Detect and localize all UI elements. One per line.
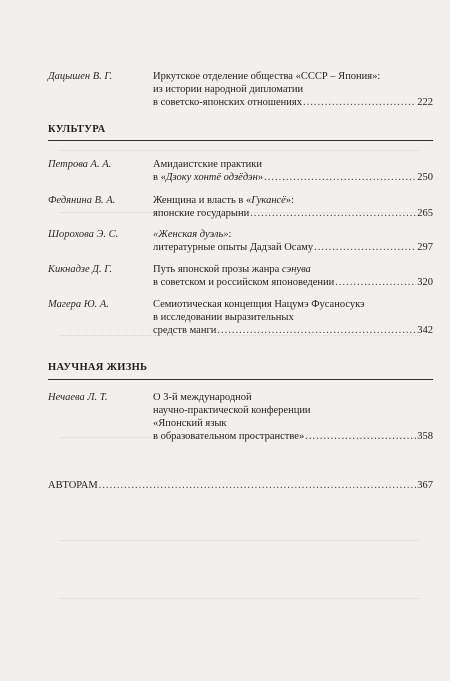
entry-author: Федянина В. А.	[48, 195, 116, 206]
title-line: Иркутское отделение общества «СССР – Япония»:	[153, 71, 381, 82]
title-line: в «Дзоку хонтё одзёдэн» ..... 250	[153, 171, 433, 184]
title-line: литературные опыты Дадзай Осаму ..... 297	[153, 241, 433, 254]
entry-author: Кикнадзе Д. Г.	[48, 264, 113, 275]
entry-title	[153, 70, 433, 109]
title-line: средств манги ..... 342	[153, 324, 433, 337]
section-title-culture: КУЛЬТУРА	[48, 124, 106, 135]
title-line: из истории народной дипломатии	[153, 84, 304, 95]
leader-dots	[335, 276, 416, 289]
section-rule	[48, 379, 433, 380]
title-line: Путь японской прозы жанра сэнува	[153, 264, 311, 275]
leader-dots	[217, 324, 416, 337]
leader-dots	[303, 96, 416, 109]
bleed-through-line	[60, 540, 420, 541]
title-line: в советско-японских отношениях ..... 222	[153, 96, 433, 109]
entry-title: АВТОРАМ	[48, 480, 98, 491]
entry-author: Шорохова Э. С.	[48, 229, 119, 240]
leader-dots	[314, 241, 416, 254]
title-line: Амидаистские практики	[153, 159, 262, 170]
title-line: в образовательном пространстве» ..... 358	[153, 430, 433, 443]
entry-author: Магера Ю. А.	[48, 299, 109, 310]
section-rule	[48, 140, 433, 141]
section-title-scientific-life: НАУЧНАЯ ЖИЗНЬ	[48, 362, 148, 373]
title-line: Семиотическая концепция Нацумэ Фусаносукэ	[153, 299, 365, 310]
page-number: 250	[417, 172, 433, 183]
title-line: японские государыни ..... 265	[153, 207, 433, 220]
title-line: «Японский язык	[153, 418, 227, 429]
bleed-through-line	[60, 150, 420, 151]
page-number: 342	[417, 325, 433, 336]
page-number: 222	[417, 97, 433, 108]
entry-title	[153, 158, 433, 184]
leader-dots	[99, 479, 417, 492]
page-number: 265	[417, 208, 433, 219]
bleed-through-line	[60, 598, 420, 599]
title-line	[48, 479, 433, 492]
leader-dots	[250, 207, 416, 220]
title-line: в исследовании выразительных	[153, 312, 294, 323]
entry-title	[153, 263, 433, 289]
entry-author: Нечаева Л. Т.	[48, 392, 108, 403]
entry-title	[153, 194, 433, 220]
entry-author: Петрова А. А.	[48, 159, 112, 170]
title-line: «Женская дуэль»:	[153, 229, 232, 240]
entry-title	[153, 298, 433, 337]
title-line: О 3-й международной	[153, 392, 252, 403]
page-number: 358	[417, 431, 433, 442]
page-number: 320	[417, 277, 433, 288]
title-line: в советском и российском японоведении ..... 320	[153, 276, 433, 289]
page-number: 297	[417, 242, 433, 253]
toc-entry-authors	[48, 479, 433, 492]
entry-title	[153, 228, 433, 254]
page-number: 367	[417, 480, 433, 491]
title-line: научно-практической конференции	[153, 405, 311, 416]
entry-title	[153, 391, 433, 443]
leader-dots	[264, 171, 416, 184]
title-line: Женщина и власть в «Гукансё»:	[153, 195, 295, 206]
entry-author: Дацышен В. Г.	[48, 71, 113, 82]
leader-dots	[305, 430, 416, 443]
